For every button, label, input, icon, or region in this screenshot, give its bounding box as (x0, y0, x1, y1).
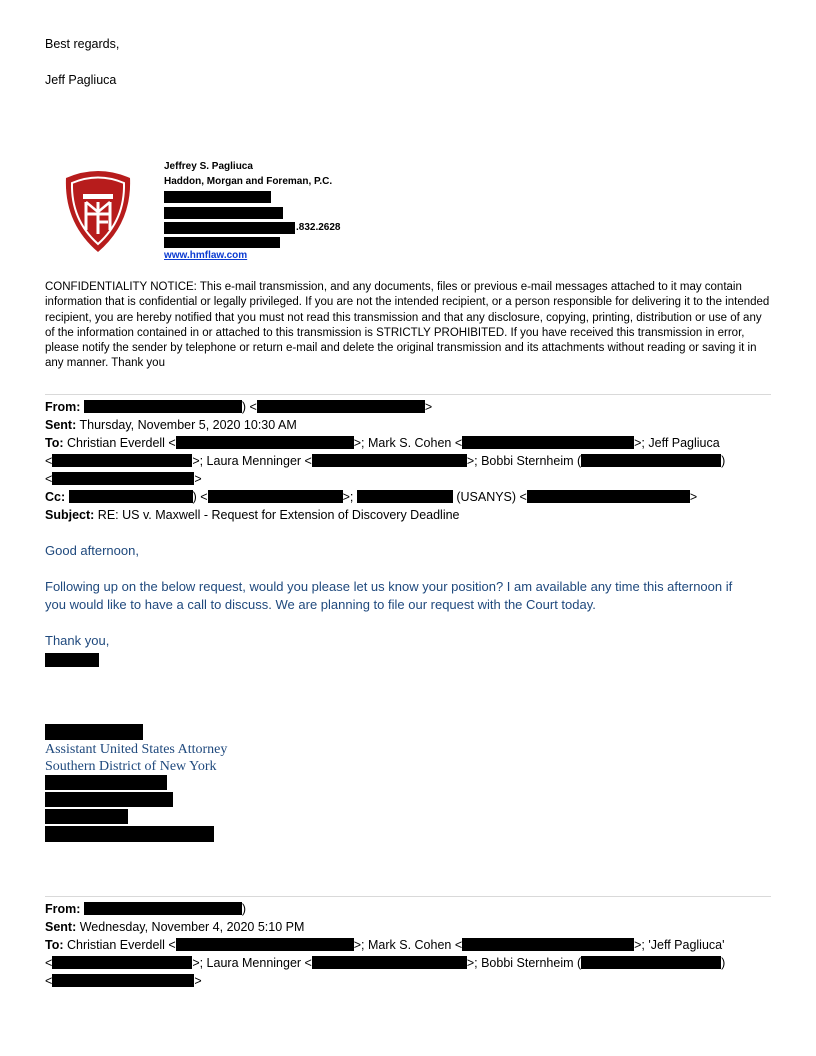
subject-text: RE: US v. Maxwell - Request for Extension of Discovery Deadline (97, 508, 460, 522)
redaction-block (312, 454, 467, 467)
email1-sender-title: Assistant United States Attorney (45, 742, 228, 757)
to-label: To: (45, 938, 64, 952)
redaction-block (257, 400, 425, 413)
recipient-text: >; Mark S. Cohen < (353, 938, 463, 952)
sent-date: Thursday, November 5, 2020 10:30 AM (79, 418, 297, 432)
from-label: From: (45, 902, 81, 916)
from-close: ) (241, 902, 247, 916)
recipient-text: >; Laura Menninger < (192, 956, 312, 970)
signature-name: Jeffrey S. Pagliuca (164, 161, 253, 172)
redaction-block (462, 938, 634, 951)
closing-regards: Best regards, (45, 37, 120, 51)
recipient-text: >; Laura Menninger < (192, 454, 312, 468)
sent-label: Sent: (45, 418, 77, 432)
email1-thanks: Thank you, (45, 633, 110, 648)
redaction-block (357, 490, 453, 503)
recipient-text: < (45, 454, 53, 468)
redaction-block (45, 826, 214, 842)
redaction-block (52, 974, 194, 987)
redaction-block (176, 436, 354, 449)
recipient-text: >; Bobbi Sternheim ( (466, 956, 582, 970)
redaction-block (45, 792, 173, 807)
signature-firm: Haddon, Morgan and Foreman, P.C. (164, 176, 333, 187)
from-end: > (424, 400, 433, 414)
redaction-block (69, 490, 193, 503)
hmf-shield-logo-icon (62, 168, 134, 254)
recipient-text: < (45, 974, 53, 988)
redaction-block (312, 956, 467, 969)
redaction-block (176, 938, 354, 951)
recipient-text: < (45, 956, 53, 970)
redaction-block (45, 653, 99, 667)
email2-to-line-3 (45, 973, 202, 991)
redaction-block (45, 809, 128, 824)
redaction-block (164, 191, 271, 203)
redaction-block (84, 902, 242, 915)
signature-phone: .832.2628 (296, 222, 341, 233)
recipient-text: ) (721, 956, 726, 970)
cc-label: Cc: (45, 490, 66, 504)
redaction-block (581, 454, 721, 467)
email1-body-line2: you would like to have a call to discuss. We are planning to file our request with the Court today. (45, 597, 596, 612)
redaction-block (527, 490, 690, 503)
email2-to-line-1 (45, 937, 725, 955)
redaction-block (45, 775, 167, 790)
recipient-text: > (194, 974, 202, 988)
recipient-text: >; 'Jeff Pagliuca' (634, 938, 725, 952)
redaction-block (164, 222, 295, 234)
cc-text: (USANYS) < (456, 490, 527, 504)
redaction-block (164, 207, 283, 219)
recipient-text: >; Bobbi Sternheim ( (466, 454, 582, 468)
redaction-block (462, 436, 634, 449)
email1-to-line-1 (45, 435, 720, 453)
signature-website-link[interactable]: www.hmflaw.com (164, 250, 248, 261)
email1-greeting: Good afternoon, (45, 543, 139, 558)
recipient-text: < (45, 472, 53, 486)
recipient-text: >; Jeff Pagliuca (634, 436, 720, 450)
recipient-text: >; Mark S. Cohen < (353, 436, 463, 450)
sent-date: Wednesday, November 4, 2020 5:10 PM (79, 920, 305, 934)
redaction-block (45, 724, 143, 740)
email2-sent-line (45, 919, 304, 937)
email2-to-line-2 (45, 955, 725, 973)
from-label: From: (45, 400, 81, 414)
divider (45, 896, 771, 897)
cc-text: >; (342, 490, 354, 504)
to-label: To: (45, 436, 64, 450)
from-close: ) < (241, 400, 257, 414)
subject-label: Subject: (45, 508, 95, 522)
redaction-block (208, 490, 343, 503)
email1-sent-line (45, 417, 297, 435)
redaction-block (52, 956, 192, 969)
divider (45, 394, 771, 395)
cc-text: > (689, 490, 698, 504)
email2-from-line (45, 901, 246, 919)
confidentiality-notice: CONFIDENTIALITY NOTICE: This e-mail transmission, and any documents, files or previous e-mail messages attached to it may contain information that is confidential or legally privileged. If you are not the intended recipient, or a person responsible for delivering it to the intended recipient, you are hereby notified that you must not read this transmission and that any disclosure, copying, printing, distribution or use of any of the information contained in or attached to this transmission is STRICTLY PROHIBITED. If you have received this transmission in error, please notify the sender by telephone or return e-mail and delete the original transmission and its attachments without reading or saving it in any manner. Thank you (45, 281, 770, 370)
recipient-text: Christian Everdell < (67, 436, 176, 450)
recipient-text: > (194, 472, 202, 486)
email1-body-line1: Following up on the below request, would you please let us know your position? I am available any time this afternoon if (45, 579, 733, 594)
redaction-block (52, 472, 194, 485)
redaction-block (581, 956, 721, 969)
cc-text: ) < (192, 490, 208, 504)
email1-to-line-2 (45, 453, 725, 471)
redaction-block (84, 400, 242, 413)
sent-label: Sent: (45, 920, 77, 934)
redaction-block (164, 237, 280, 248)
recipient-text: Christian Everdell < (67, 938, 176, 952)
redaction-block (52, 454, 192, 467)
email1-to-line-3 (45, 471, 202, 489)
recipient-text: ) (721, 454, 726, 468)
email1-cc-line (45, 489, 697, 507)
closing-name: Jeff Pagliuca (45, 73, 117, 87)
email1-subject-line (45, 507, 460, 525)
email1-from-line (45, 399, 432, 417)
email1-sender-office: Southern District of New York (45, 759, 217, 774)
